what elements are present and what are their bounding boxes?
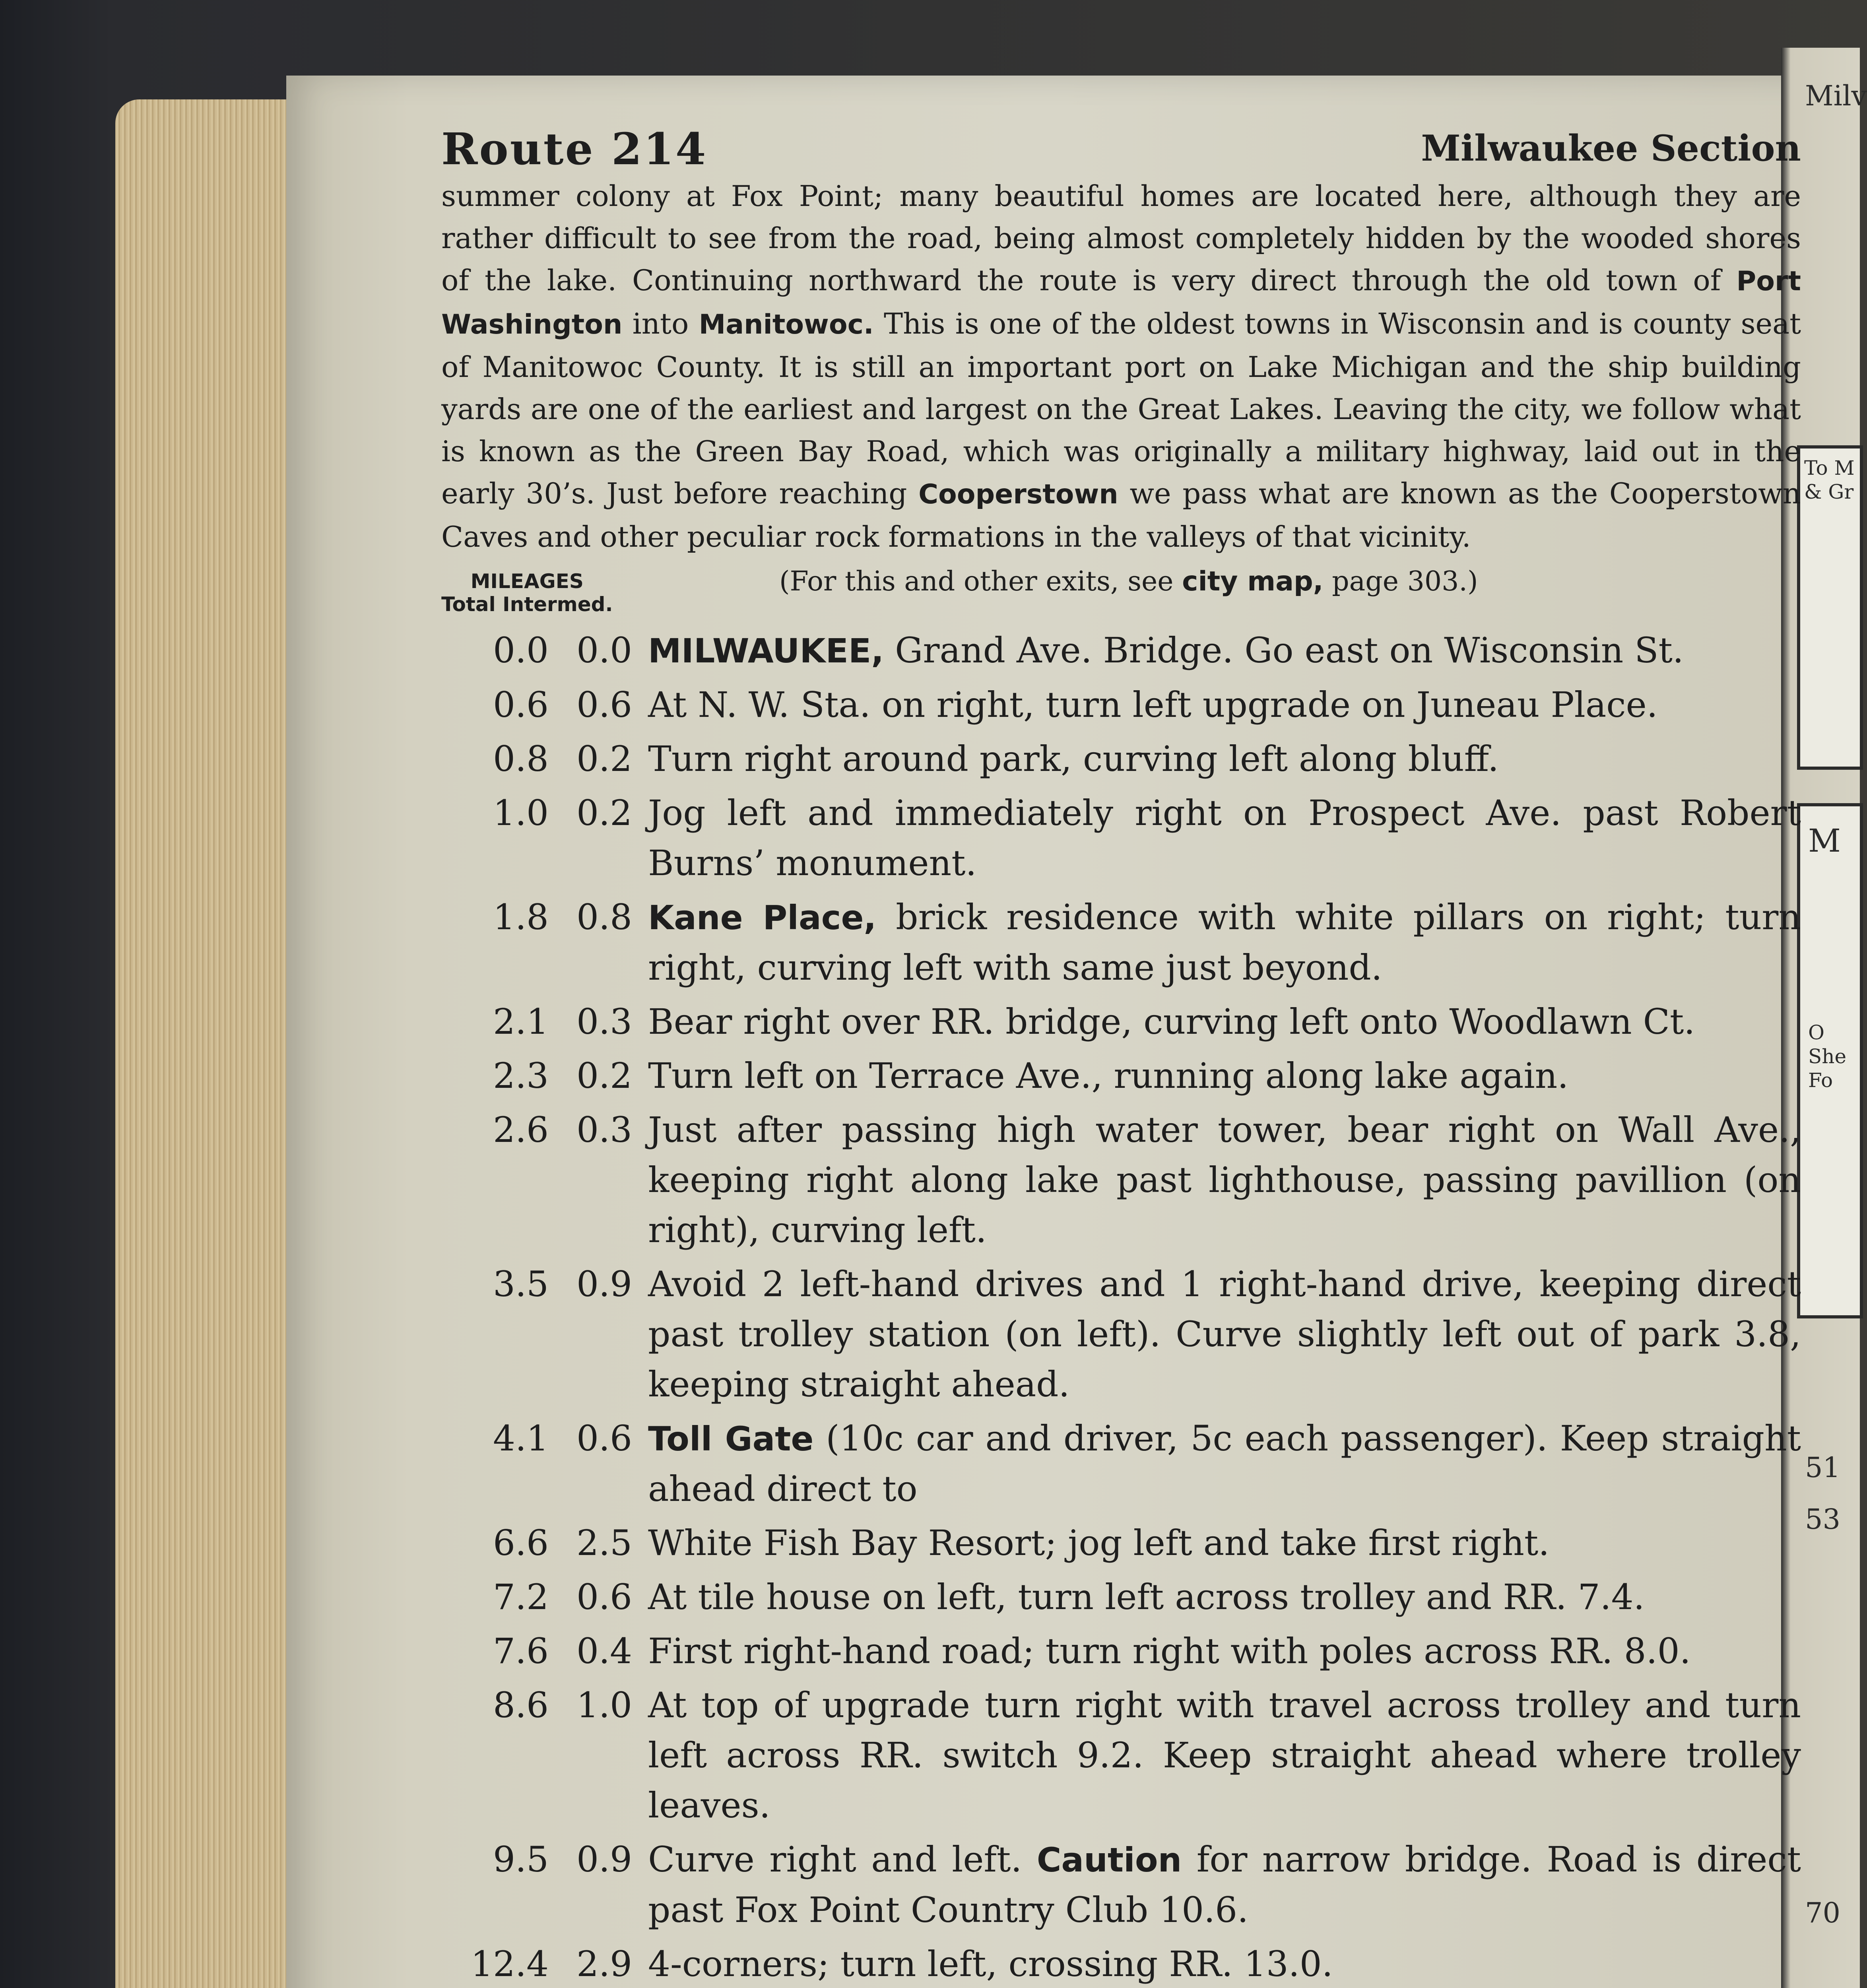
- direction-text: [648, 1835, 1801, 1935]
- exits-note-bold: city map,: [1182, 566, 1324, 597]
- total-mileage: 9.5: [493, 1839, 549, 1880]
- page-content: [441, 99, 1801, 1988]
- direction-row: [441, 997, 1801, 1047]
- direction-text: [648, 892, 1801, 993]
- direction-text: [648, 734, 1801, 784]
- adjacent-page-fragment: 53: [1805, 1503, 1841, 1536]
- bold-place-name: Toll Gate: [648, 1419, 814, 1458]
- intro-paragraph: [441, 175, 1801, 558]
- direction-row: [441, 892, 1801, 993]
- text-segment: summer colony at Fox Point; many beautiful homes are located here, although they are rather difficult to see from the road, being almost completely hidden by the wooded shores of the lake. Continuing northward the route is very direct through the old town of: [441, 179, 1801, 297]
- direction-row: [441, 1939, 1801, 1988]
- route-directions: [441, 625, 1801, 1988]
- mileage-header: [441, 566, 1801, 625]
- exits-note: [779, 566, 1478, 597]
- direction-text: [648, 625, 1801, 676]
- direction-row: [441, 625, 1801, 676]
- direction-text: [648, 1259, 1801, 1409]
- text-segment: Grand Ave. Bridge. Go east on Wisconsin St.: [884, 630, 1684, 671]
- total-mileage: 3.5: [493, 1264, 549, 1305]
- total-mileage: 2.6: [493, 1109, 549, 1150]
- intermediate-mileage: 2.9: [576, 1943, 632, 1984]
- page-edges: [115, 99, 306, 1988]
- direction-row: [441, 1835, 1801, 1935]
- direction-row: [441, 680, 1801, 730]
- direction-text: [648, 1680, 1801, 1831]
- direction-row: [441, 1626, 1801, 1676]
- direction-text: [648, 1051, 1801, 1101]
- adjacent-page-fragment: & Gr: [1804, 480, 1854, 503]
- total-mileage: 1.8: [493, 897, 549, 938]
- page-header: [441, 99, 1801, 175]
- direction-text: [648, 997, 1801, 1047]
- direction-row: [441, 1572, 1801, 1622]
- text-segment: Bear right over RR. bridge, curving left onto Woodlawn Ct.: [648, 1001, 1695, 1042]
- direction-text: [648, 1105, 1801, 1255]
- text-segment: Curve right and left.: [648, 1839, 1037, 1880]
- text-segment: for narrow bridge. Road is direct past Fox Point Country Club 10.6.: [648, 1839, 1801, 1930]
- direction-text: [648, 1572, 1801, 1622]
- intermediate-mileage: 0.2: [576, 738, 632, 779]
- total-mileage: 2.3: [493, 1055, 549, 1096]
- text-segment: White Fish Bay Resort; jog left and take first right.: [648, 1522, 1550, 1563]
- bold-place-name: MILWAUKEE,: [648, 631, 884, 670]
- direction-row: [441, 734, 1801, 784]
- text-segment: Avoid 2 left-hand drives and 1 right-hand drive, keeping direct past trolley station (on left). Curve slightly left out of park 3.8, keeping straight ahead.: [648, 1264, 1801, 1405]
- exits-note-prefix: (For this and other exits, see: [779, 566, 1182, 597]
- total-mileage: 8.6: [493, 1685, 549, 1726]
- route-title: Route 214: [441, 123, 708, 175]
- text-segment: Turn right around park, curving left along bluff.: [648, 738, 1499, 779]
- text-segment: Jog left and immediately right on Prospect Ave. past Robert Burns’ monument.: [648, 792, 1801, 883]
- bold-place-name: Caution: [1036, 1840, 1182, 1879]
- intermediate-mileage: 0.0: [576, 630, 632, 671]
- text-segment: brick residence with white pillars on right; turn right, curving left with same just beyond.: [648, 897, 1801, 988]
- intermediate-mileage: 1.0: [576, 1685, 632, 1726]
- adjacent-page-fragment: 70: [1805, 1897, 1841, 1929]
- text-segment: 4-corners; turn left, crossing RR. 13.0.: [648, 1943, 1333, 1984]
- direction-text: [648, 680, 1801, 730]
- direction-row: [441, 788, 1801, 888]
- bold-place-name: Kane Place,: [648, 898, 877, 937]
- text-segment: This is one of the oldest towns in Wisconsin and is county seat of Manitowoc County. It is still an important port on Lake Michigan and the ship building yards are one of the earliest and largest on the Great Lakes. Leaving the city, we follow what is known as the Green Bay Road, which was originally a military highway, laid out in the early 30’s. Just before reaching: [441, 307, 1801, 510]
- direction-row: [441, 1413, 1801, 1514]
- intermediate-mileage: 0.3: [576, 1109, 632, 1150]
- intermediate-mileage: 0.6: [576, 1418, 632, 1459]
- adjacent-map-box: [1797, 803, 1863, 1318]
- text-segment: Just after passing high water tower, bear right on Wall Ave., keeping right along lake past lighthouse, passing pavillion (on right), curving left.: [648, 1109, 1801, 1250]
- total-mileage: 12.4: [471, 1943, 549, 1984]
- text-segment: At N. W. Sta. on right, turn left upgrade on Juneau Place.: [648, 684, 1658, 725]
- total-mileage: 6.6: [493, 1522, 549, 1563]
- total-mileage: 2.1: [493, 1001, 549, 1042]
- total-mileage: 7.2: [493, 1576, 549, 1617]
- intermediate-mileage: 0.3: [576, 1001, 632, 1042]
- adjacent-page-fragment: O: [1808, 1021, 1824, 1044]
- bold-place-name: Manitowoc.: [699, 309, 874, 340]
- total-mileage: 0.8: [493, 738, 549, 779]
- direction-row: [441, 1259, 1801, 1409]
- adjacent-map-box: [1797, 445, 1863, 770]
- text-segment: First right-hand road; turn right with poles across RR. 8.0.: [648, 1631, 1691, 1672]
- adjacent-page-fragment: M: [1808, 822, 1841, 859]
- adjacent-page-fragment: To M: [1804, 456, 1855, 480]
- direction-text: [648, 788, 1801, 888]
- total-mileage: 1.0: [493, 792, 549, 833]
- direction-row: [441, 1051, 1801, 1101]
- text-segment: we pass what are known as the Cooperstown Caves and other peculiar rock formations in the valleys of that vicinity.: [441, 477, 1801, 553]
- direction-row: [441, 1518, 1801, 1568]
- total-mileage: 0.0: [493, 630, 549, 671]
- intermediate-mileage: 0.8: [576, 897, 632, 938]
- adjacent-page-fragment: She: [1808, 1045, 1847, 1068]
- exits-note-suffix: page 303.): [1323, 566, 1478, 597]
- total-mileage: 7.6: [493, 1631, 549, 1672]
- intermediate-mileage: 0.4: [576, 1631, 632, 1672]
- adjacent-page-fragment: 51: [1805, 1451, 1841, 1484]
- section-title: Milwaukee Section: [1421, 127, 1801, 169]
- direction-row: [441, 1680, 1801, 1831]
- direction-text: [648, 1626, 1801, 1676]
- direction-text: [648, 1939, 1801, 1988]
- adjacent-page-fragment: Milv: [1805, 80, 1867, 112]
- direction-text: [648, 1413, 1801, 1514]
- intermediate-mileage: 2.5: [576, 1522, 632, 1563]
- text-segment: Turn left on Terrace Ave., running along lake again.: [648, 1055, 1569, 1096]
- text-segment: into: [622, 307, 699, 340]
- total-mileage: 0.6: [493, 684, 549, 725]
- intermediate-mileage: 0.6: [576, 1576, 632, 1617]
- text-segment: At tile house on left, turn left across trolley and RR. 7.4.: [648, 1576, 1645, 1617]
- adjacent-page-fragment: Fo: [1808, 1069, 1833, 1092]
- text-segment: At top of upgrade turn right with travel across trolley and turn left across RR. switch 9.2. Keep straight ahead where trolley leaves.: [648, 1685, 1801, 1826]
- intermediate-mileage: 0.9: [576, 1264, 632, 1305]
- intermediate-mileage: 0.6: [576, 684, 632, 725]
- intermediate-mileage: 0.2: [576, 792, 632, 833]
- bold-place-name: Cooperstown: [918, 479, 1118, 510]
- direction-row: [441, 1105, 1801, 1255]
- direction-text: [648, 1518, 1801, 1568]
- text-segment: (10c car and driver, 5c each passenger). Keep straight ahead direct to: [648, 1418, 1801, 1509]
- mileages-label-line1: MILEAGES: [470, 570, 584, 593]
- intermediate-mileage: 0.9: [576, 1839, 632, 1880]
- mileages-label-line2: Total Intermed.: [441, 593, 613, 616]
- intermediate-mileage: 0.2: [576, 1055, 632, 1096]
- total-mileage: 4.1: [493, 1418, 549, 1459]
- mileages-label: [441, 570, 613, 616]
- bold-place-name: Port Washington: [441, 266, 1801, 340]
